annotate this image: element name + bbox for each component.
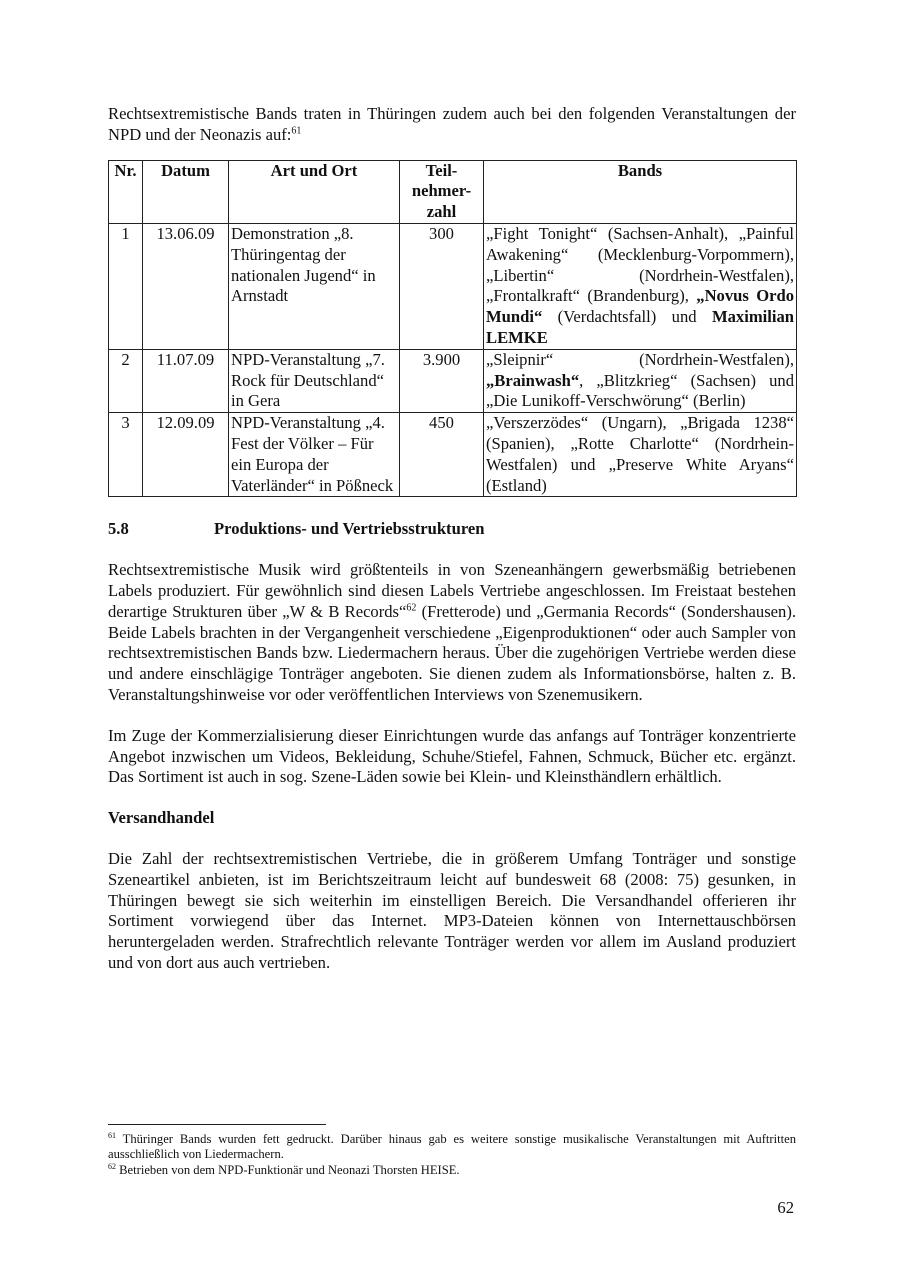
cell-date: 12.09.09: [143, 413, 229, 497]
cell-type: NPD-Veranstaltung „7. Rock für Deutschland“ in Gera: [229, 349, 400, 412]
events-table: [108, 160, 797, 498]
bands-bold: Maximilian LEMKE: [486, 307, 794, 347]
intro-text: Rechtsextremistische Bands traten in Thüringen zudem auch bei den folgenden Veranstaltungen der NPD und der Neonazis auf:: [108, 104, 796, 144]
footnote-ref-62[interactable]: 62: [406, 602, 417, 614]
bands-text: „Fight Tonight“ (Sachsen-Anhalt), „Painful Awakening“ (Mecklenburg-Vorpommern), „Libertin“ (Nordrhein-Westfalen), „Frontalkraft“ (Brandenburg),: [486, 223, 794, 306]
paragraph-mail-order: Die Zahl der rechtsextremistischen Vertriebe, die in größerem Umfang Tonträger und sonstige Szeneartikel anbieten, ist im Berichtszeitraum leicht auf bundesweit 68 (2008: 75) gesunken, in Thüringen bewegt sie sich weiterhin im einstelligen Bereich. Die Versandhandel offerieren ihr Sortiment vorwiegend über das Internet. MP3-Dateien können von Internettauschbörsen heruntergeladen werden. Strafrechtlich relevante Tonträger werden vor allem im Ausland produziert und von dort aus auch vertrieben.: [108, 848, 796, 972]
footnote-text: Betrieben von dem NPD-Funktionär und Neonazi Thorsten HEISE.: [116, 1162, 460, 1177]
footnote-61: [108, 1132, 796, 1163]
cell-type: Demonstration „8. Thüringentag der nationalen Jugend“ in Arnstadt: [229, 223, 400, 349]
section-heading: [108, 519, 796, 540]
cell-type: NPD-Veranstaltung „4. Fest der Völker – Für ein Europa der Vaterländer“ in Pößneck: [229, 413, 400, 497]
table-header-row: [109, 160, 797, 223]
paragraph-text: Rechtsextremistische Musik wird größtenteils in von Szeneanhängern gewerbsmäßig betriebenen Labels produziert. Für gewöhnlich sind diesen Labels Vertriebe angeschlossen. Im Freistaat bestehen derartige Strukturen über „W & B Records“: [108, 560, 796, 621]
cell-nr: 2: [109, 349, 143, 412]
cell-date: 13.06.09: [143, 223, 229, 349]
cell-count: 3.900: [400, 349, 484, 412]
footnote-number: 62: [108, 1161, 116, 1171]
footnote-number: 61: [108, 1130, 116, 1140]
bands-bold: „Novus Ordo Mundi“: [486, 286, 794, 327]
table-row: [109, 413, 797, 497]
header-type: Art und Ort: [229, 160, 400, 223]
cell-count: 450: [400, 413, 484, 497]
bands-text: „Verszerzödes“ (Ungarn), „Brigada 1238“ (Spanien), „Rotte Charlotte“ (Nordrhein-Westfalen) und „Preserve White Aryans“ (Estland): [486, 413, 794, 495]
header-date: Datum: [143, 160, 229, 223]
header-count-line1: Teil-: [425, 160, 458, 180]
footnote-divider: [108, 1124, 326, 1125]
cell-bands: [484, 223, 797, 349]
header-count-line2: nehmer-: [411, 181, 472, 201]
paragraph-text: (Fretterode) und „Germania Records“ (Sondershausen). Beide Labels brachten in der Vergangenheit verschiedene „Eigenproduktionen“ oder auch Sampler von rechtsextremistischen Bands bzw. Liedermachern heraus. Über die zugehörigen Vertriebe werden diese und andere einschlägige Tonträger angeboten. Sie dienen zudem als Informationsbörse, halten z. B. Veranstaltungshinweise vor oder veröffentlichen Interviews von Szenemusikern.: [108, 601, 796, 704]
bands-text: , „Blitzkrieg“ (Sachsen) und „Die Lunikoff-Verschwörung“ (Berlin): [486, 370, 794, 411]
header-bands: Bands: [484, 160, 797, 223]
intro-paragraph: [108, 104, 796, 146]
cell-count: 300: [400, 223, 484, 349]
page-body: [108, 104, 796, 974]
section-title: Produktions- und Vertriebsstrukturen: [214, 519, 485, 539]
cell-bands: [484, 349, 797, 412]
footnote-62: [108, 1163, 796, 1178]
header-count: [400, 160, 484, 223]
page-number: 62: [777, 1198, 794, 1217]
bands-text: (Verdachtsfall) und: [542, 307, 712, 327]
paragraph-commercialization: Im Zuge der Kommerzialisierung dieser Einrichtungen wurde das anfangs auf Tonträger konzentrierte Angebot inzwischen um Videos, Bekleidung, Schuhe/Stiefel, Fahnen, Schmuck, Bücher etc. ergänzt. Das Sortiment ist auch in sog. Szene-Läden sowie bei Klein- und Kleinsthändlern erhältlich.: [108, 725, 796, 787]
section-number: 5.8: [108, 519, 129, 539]
paragraph-labels: [108, 560, 796, 706]
cell-date: 11.07.09: [143, 349, 229, 412]
header-nr: Nr.: [109, 160, 143, 223]
table-row: [109, 349, 797, 412]
table-row: [109, 223, 797, 349]
subheading-versandhandel: Versandhandel: [108, 808, 215, 828]
footnotes: [108, 1124, 796, 1178]
cell-nr: 3: [109, 413, 143, 497]
cell-bands: [484, 413, 797, 497]
bands-bold: „Brainwash“: [486, 370, 580, 390]
footnote-text: Thüringer Bands wurden fett gedruckt. Darüber hinaus gab es weitere sonstige musikalische Veranstaltungen mit Auftritten ausschließlich von Liedermachern.: [108, 1132, 796, 1162]
header-count-line3: zahl: [426, 202, 457, 222]
bands-text: „Sleipnir“ (Nordrhein-Westfalen),: [486, 349, 794, 369]
footnote-ref-61[interactable]: 61: [291, 125, 302, 137]
cell-nr: 1: [109, 223, 143, 349]
